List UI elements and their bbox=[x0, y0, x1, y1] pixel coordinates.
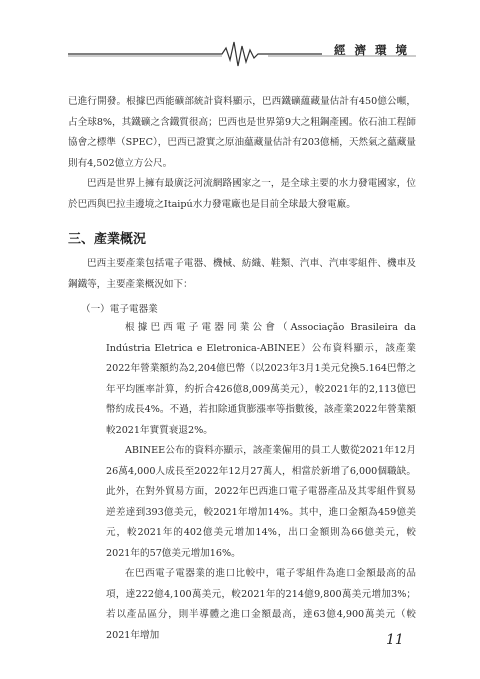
page-number: 11 bbox=[386, 632, 404, 648]
paragraph-resources: 已進行開發。根據巴西能礦部統計資料顯示，巴西鐵礦蘊藏量估計有450億公噸，占全球8%，其鐵礦之含鐵質很高；巴西也是世界第9大之粗鋼產國。依石油工程師協會之標準（SPEC），巴西已證實之原油蘊藏量估計有203億桶，天然氣之蘊藏量則有4,502億立方公尺。 bbox=[68, 96, 416, 169]
header-title: 經濟環境 bbox=[334, 43, 416, 57]
paragraph-hydropower: 巴西是世界上擁有最廣泛河流網路國家之一，是全球主要的水力發電國家，位於巴西與巴拉圭邊境之Itaipú水力發電廠也是目前全球最大發電廠。 bbox=[68, 178, 416, 210]
paragraph-employment-trade: ABINEE公布的資料亦顯示，該產業僱用的員工人數從2021年12月26萬4,000人成長至2022年12月27萬人，相當於新增了6,000個職缺。此外，在對外貿易方面，2022年巴西進口電子電器產品及其零組件貿易逆差達到393億美元，較2021年增加14%。其中，進口金額為459億美元，較2021年的402億美元增加14%，出口金額則為66億美元，較2021年的57億美元增加16%。 bbox=[106, 445, 416, 559]
paragraph-imports: 在巴西電子電器業的進口比較中，電子零組件為進口金額最高的品項，達222億4,100萬美元，較2021年的214億9,800萬美元增加3%；若以產品區分，則半導體之進口金額最高，達63億4,900萬美元（較2021年增加 bbox=[106, 568, 416, 641]
section-intro: 巴西主要產業包括電子電器、機械、紡織、鞋類、汽車、汽車零組件、機車及鋼鐵等，主要產業概況如下： bbox=[68, 258, 416, 290]
section-heading: 三、產業概況 bbox=[68, 232, 147, 247]
page-header bbox=[68, 38, 416, 68]
subsection-heading: （一）電子電器業 bbox=[81, 304, 158, 315]
paragraph-abinee-revenue: 根據巴西電子電器同業公會（Associação Brasileira da Indústria Eletrica e Eletronica-ABINEE）公布資料顯示，該產業2022年營業額約為2,204億巴幣（以2023年3月1美元兌換5.164巴幣之年平均匯率計算，約折合426億8,009萬美元），較2021年的2,113億巴幣約成長4%。不過，若扣除通貨膨漲率等指數後，該產業2022年營業額較2021年實質衰退2%。 bbox=[106, 322, 416, 436]
